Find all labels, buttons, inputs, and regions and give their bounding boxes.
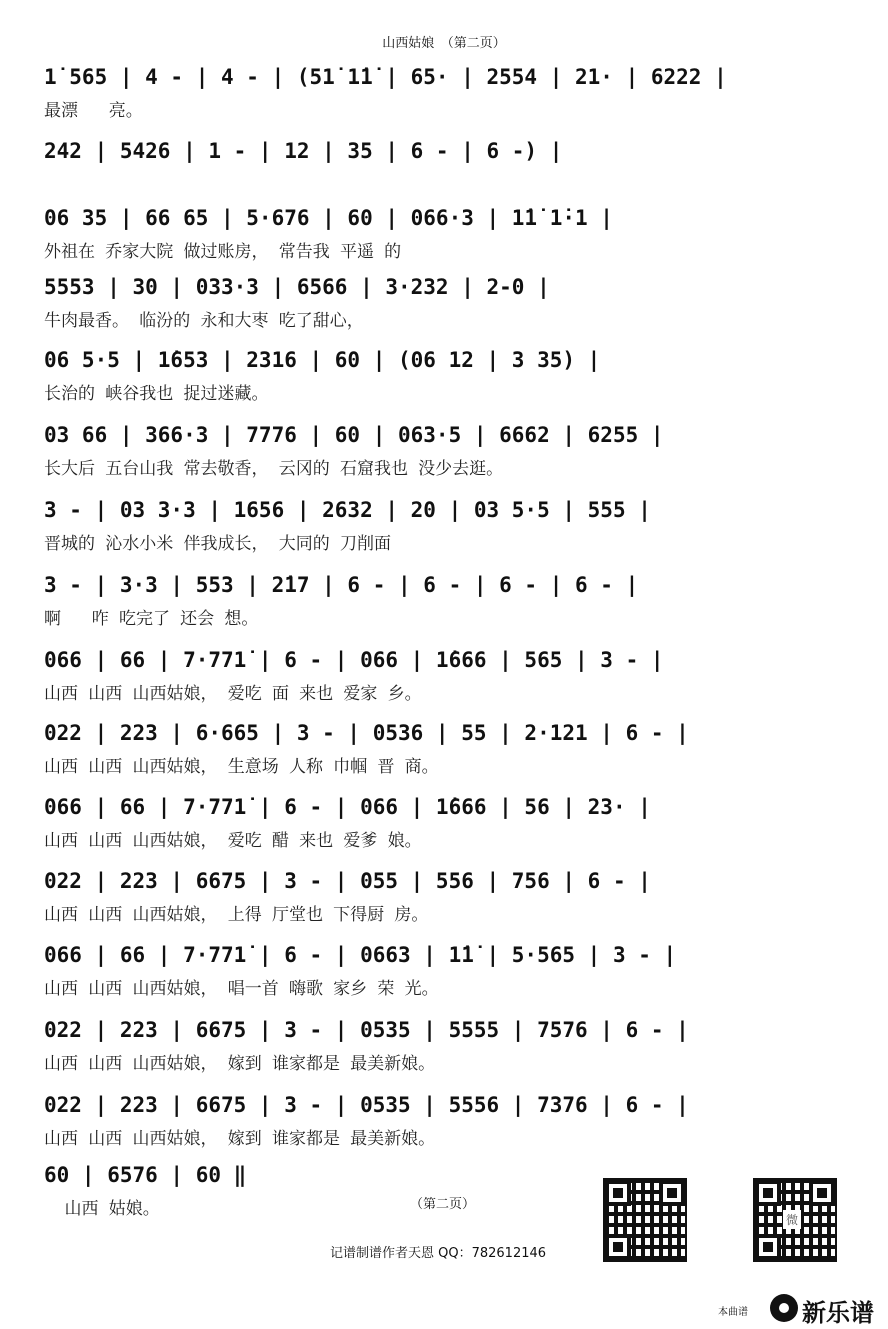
notation-line: 3 - | 3·3 | 553 | 2̇17 | 6 - | 6 - | 6 - | 6 - | (44, 573, 639, 597)
score-system (44, 940, 844, 1014)
score-system (44, 1015, 844, 1089)
brand[interactable] (718, 1290, 888, 1327)
score-system (44, 1090, 844, 1164)
lyrics-line: 山西 山西 山西姑娘， 爱吃 醋 来也 爱爹 娘。 (44, 831, 422, 851)
notation-line: 022 | 223 | 6675 | 3 - | 0535 | 5556 | 7376 | 6 - | (44, 1093, 689, 1117)
score-system (44, 420, 844, 494)
lyrics-line: 长大后 五台山我 常去敬香， 云冈的 石窟我也 没少去逛。 (44, 459, 504, 479)
notation-line: 60 | 6576 | 60 ‖ (44, 1163, 247, 1187)
notation-line: 3 - | 03 3·3 | 1656 | 2632 | 20 | 03 5·5 | 555 | (44, 498, 651, 522)
lyrics-line: 啊 咋 吃完了 还会 想。 (44, 609, 259, 629)
score-system (44, 62, 844, 136)
score-system (44, 718, 844, 792)
author-credit: 记谱制谱作者天恩 QQ：782612146 (330, 1246, 547, 1261)
footer-page-label: （第二页） (410, 1197, 476, 1212)
notation-line: 06 35 | 66 65 | 5·676 | 60 | 066·3 | 1̇1̇ 1̇·1 | (44, 206, 613, 230)
brand-name: 新乐谱 (802, 1299, 874, 1327)
score-system (44, 203, 844, 277)
notation-line: 066 | 66 | 7·771̇ | 6 - | 0663 | 1̇1̇ | 5·565 | 3 - | (44, 943, 677, 967)
notation-line: 5553 | 30 | 033·3 | 6566 | 3·232 | 2-0 | (44, 275, 550, 299)
score-system (44, 136, 844, 210)
lyrics-line: 山西 姑娘。 (44, 1199, 160, 1219)
lyrics-line: 山西 山西 山西姑娘， 嫁到 谁家都是 最美新娘。 (44, 1054, 436, 1074)
notation-line: 06 5·5 | 1̇653 | 2316 | 60 | (06 12 | 3 35) | (44, 348, 601, 372)
brand-logo-icon (770, 1294, 798, 1322)
lyrics-line: 山西 山西 山西姑娘， 嫁到 谁家都是 最美新娘。 (44, 1129, 436, 1149)
page-header: 山西姑娘 （第二页） (382, 36, 506, 51)
lyrics-line: 山西 山西 山西姑娘， 唱一首 嗨歌 家乡 荣 光。 (44, 979, 439, 999)
notation-line: 066 | 66 | 7·771̇ | 6 - | 066 | 1̇666 | 565 | 3 - | (44, 648, 664, 672)
notation-line: 022 | 223 | 6·665 | 3 - | 0536 | 55 | 2·121 | 6 - | (44, 721, 689, 745)
lyrics-line: 山西 山西 山西姑娘， 爱吃 面 来也 爱家 乡。 (44, 684, 422, 704)
score-system (44, 345, 844, 419)
lyrics-line (44, 172, 844, 198)
qr-code-right[interactable] (753, 1178, 837, 1262)
lyrics-line: 山西 山西 山西姑娘， 上得 厅堂也 下得厨 房。 (44, 905, 429, 925)
lyrics-line: 山西 山西 山西姑娘， 生意场 人称 巾帼 晋 商。 (44, 757, 439, 777)
notation-line: 066 | 66 | 7·771̇ | 6 - | 066 | 1̇666 | 56 | 23· | (44, 795, 651, 819)
lyrics-line: 长治的 峡谷我也 捉过迷藏。 (44, 384, 269, 404)
lyrics-line: 牛肉最香。 临汾的 永和大枣 吃了甜心， (44, 311, 364, 331)
qr-watermark: 微 (783, 1210, 801, 1229)
lyrics-line: 最漂 亮。 (44, 101, 143, 121)
qr-code-left[interactable] (603, 1178, 687, 1262)
score-system (44, 570, 844, 644)
score-system (44, 645, 844, 719)
lyrics-line: 晋城的 沁水小米 伴我成长， 大同的 刀削面 (44, 534, 391, 554)
notation-line: 022 | 223 | 6675 | 3 - | 0535 | 5555 | 7576 | 6 - | (44, 1018, 689, 1042)
score-system (44, 792, 844, 866)
score-system (44, 272, 844, 346)
score-system (44, 495, 844, 569)
score-system (44, 866, 844, 940)
lyrics-line: 外祖在 乔家大院 做过账房， 常告我 平遥 的 (44, 242, 402, 262)
notation-line: 03 66 | 366·3 | 7776 | 60 | 063·5 | 6662 | 6255 | (44, 423, 664, 447)
notation-line: 022 | 223 | 6675 | 3 - | 055 | 556 | 756 | 6 - | (44, 869, 651, 893)
notation-line: 1̇ 565 | 4 - | 4 - | (51̇ 1̇1̇ | 65· | 2554 | 21· | 6222 | (44, 65, 727, 89)
notation-line: 242 | 5426 | 1 - | 12 | 35 | 6 - | 6 -) | (44, 139, 563, 163)
brand-note: 本曲谱 (718, 1307, 748, 1318)
